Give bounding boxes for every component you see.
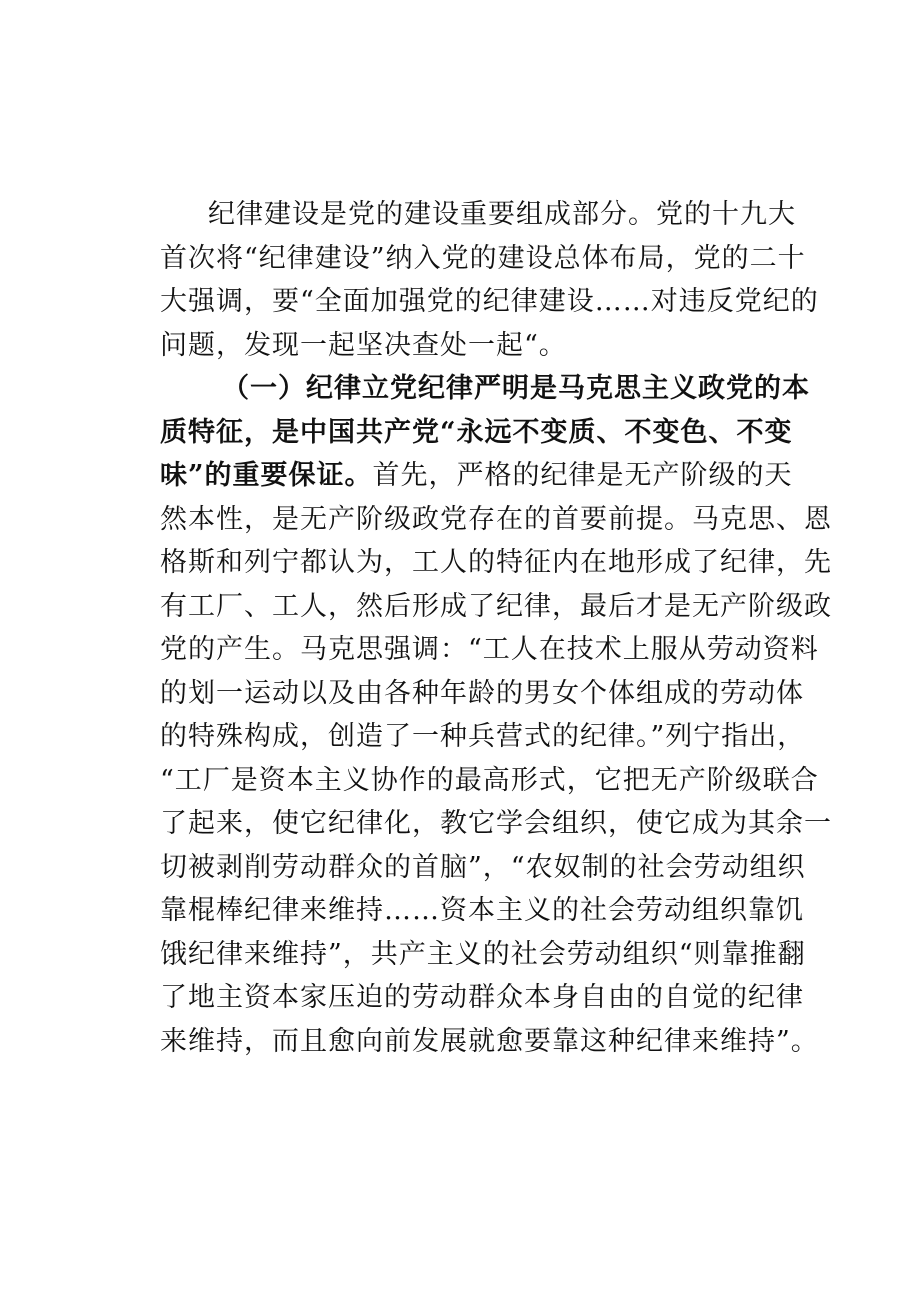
paragraph2-line: 了地主资本家压迫的劳动群众本身自由的自觉的纪律 xyxy=(160,982,804,1013)
section-heading-tail: 味”的重要保证。 xyxy=(160,460,373,491)
paragraph2-line: 了起来，使它纪律化，教它学会组织，使它成为其余一 xyxy=(160,808,832,839)
paragraph2-line: 格斯和列宁都认为，工人的特征内在地形成了纪律，先 xyxy=(160,547,832,578)
paragraph1-line: 纪律建设是党的建设重要组成部分。党的十九大 xyxy=(208,199,796,230)
paragraph2-line: 有工厂、工人，然后形成了纪律，最后才是无产阶级政 xyxy=(160,590,832,622)
paragraph2-line: “工厂是资本主义协作的最高形式，它把无产阶级联合 xyxy=(160,764,819,796)
paragraph2-line: 饿纪律来维持”，共产主义的社会劳动组织“则靠推翻 xyxy=(160,938,806,970)
paragraph2-text: 首先，严格的纪律是无产阶级的天 xyxy=(372,460,793,491)
paragraph2-line: 党的产生。马克思强调：“工人在技术上服从劳动资料 xyxy=(160,634,819,665)
paragraph1-line: 问题，发现一起坚决查处一起“。 xyxy=(160,329,567,361)
paragraph2-line: 的划一运动以及由各种年龄的男女个体组成的劳动体 xyxy=(160,677,804,709)
section-heading-line: 质特征，是中国共产党“永远不变质、不变色、不变 xyxy=(160,416,793,448)
paragraph2-line: 来维持，而且愈向前发展就愈要靠这种纪律来维持”。 xyxy=(160,1025,819,1057)
paragraph2-line: 靠棍棒纪律来维持……资本主义的社会劳动组织靠饥 xyxy=(160,895,804,926)
paragraph2-line xyxy=(160,454,793,498)
paragraph2-line: 的特殊构成，创造了一种兵营式的纪律。”列宁指出， xyxy=(160,721,806,752)
paragraph1-line: 大强调，要“全面加强党的纪律建设……对违反党纪的 xyxy=(160,286,819,317)
paragraph2-line: 然本性，是无产阶级政党存在的首要前提。马克思、恩 xyxy=(160,503,832,535)
document-body xyxy=(160,193,832,1063)
paragraph1-line: 首次将“纪律建设”纳入党的建设总体布局，党的二十 xyxy=(160,242,806,274)
paragraph2-line: 切被剥削劳动群众的首脑”，“农奴制的社会劳动组织 xyxy=(160,851,806,883)
section-heading-line: （一）纪律立党纪律严明是马克思主义政党的本 xyxy=(222,373,810,404)
